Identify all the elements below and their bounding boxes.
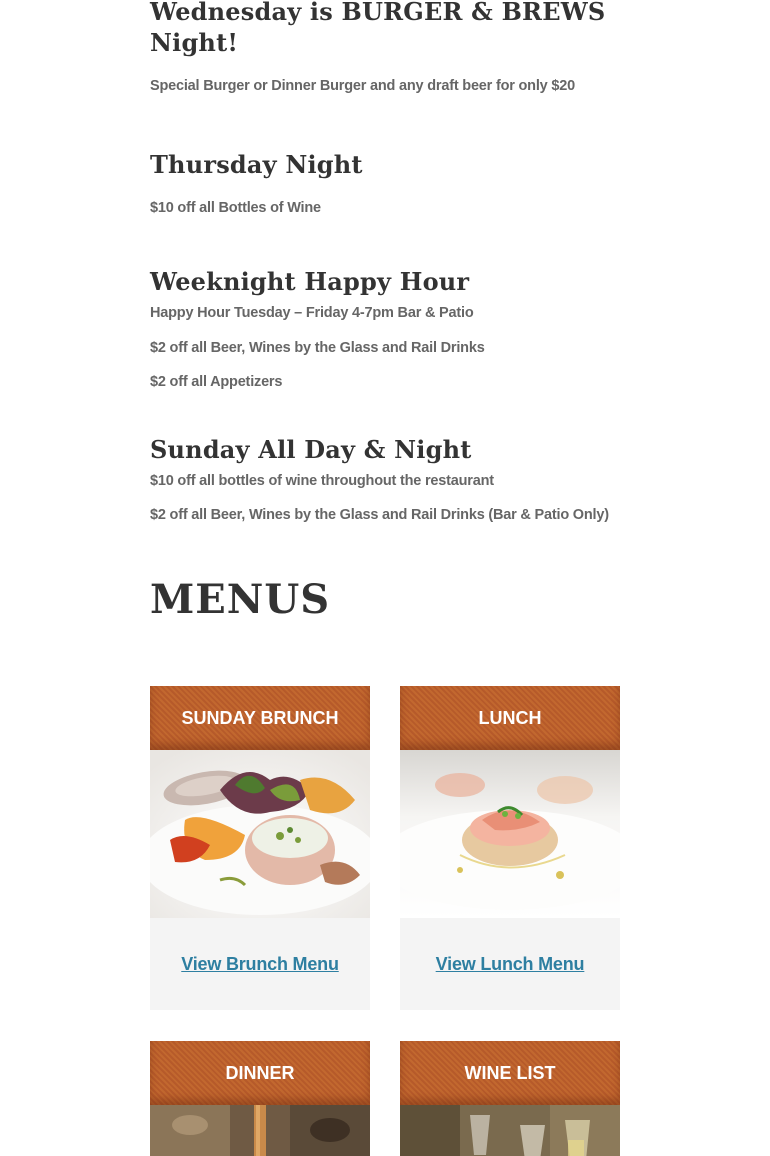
happy-hour-line: $2 off all Appetizers xyxy=(150,374,283,390)
brunch-food-image xyxy=(150,750,370,918)
lunch-food-image xyxy=(400,750,620,918)
wine-glasses-image xyxy=(400,1105,620,1156)
menu-card-header: WINE LIST xyxy=(400,1041,620,1105)
menu-card-header: DINNER xyxy=(150,1041,370,1105)
menu-card-wine xyxy=(400,1041,620,1156)
sunday-line: $2 off all Beer, Wines by the Glass and Rail Drinks (Bar & Patio Only) xyxy=(150,507,609,523)
thursday-title: Thursday Night xyxy=(150,150,363,179)
wednesday-title-line2: Night! xyxy=(150,28,239,57)
thursday-desc: $10 off all Bottles of Wine xyxy=(150,200,321,216)
menu-card-brunch xyxy=(150,686,370,1010)
view-lunch-menu-link[interactable]: View Lunch Menu xyxy=(435,953,585,974)
dinner-photo xyxy=(150,1105,370,1156)
brunch-photo xyxy=(150,750,370,918)
wednesday-title xyxy=(150,0,605,58)
menus-title: MENUS xyxy=(150,576,331,623)
menu-card-header: SUNDAY BRUNCH xyxy=(150,686,370,750)
happy-hour-line: $2 off all Beer, Wines by the Glass and Rail Drinks xyxy=(150,340,485,356)
menu-card-header: LUNCH xyxy=(400,686,620,750)
happy-hour-title: Weeknight Happy Hour xyxy=(150,267,470,296)
sunday-title: Sunday All Day & Night xyxy=(150,435,472,464)
wednesday-title-line1: Wednesday is BURGER & BREWS xyxy=(150,0,606,26)
menu-card-footer xyxy=(400,918,620,1010)
happy-hour-line: Happy Hour Tuesday – Friday 4-7pm Bar & Patio xyxy=(150,305,474,321)
menu-card-footer xyxy=(150,918,370,1010)
sunday-line: $10 off all bottles of wine throughout the restaurant xyxy=(150,473,494,489)
wednesday-desc: Special Burger or Dinner Burger and any draft beer for only $20 xyxy=(150,78,575,94)
menu-card-lunch xyxy=(400,686,620,1010)
view-brunch-menu-link[interactable]: View Brunch Menu xyxy=(181,953,339,974)
wine-photo xyxy=(400,1105,620,1156)
lunch-photo xyxy=(400,750,620,918)
dinner-food-image xyxy=(150,1105,370,1156)
menu-card-dinner xyxy=(150,1041,370,1156)
